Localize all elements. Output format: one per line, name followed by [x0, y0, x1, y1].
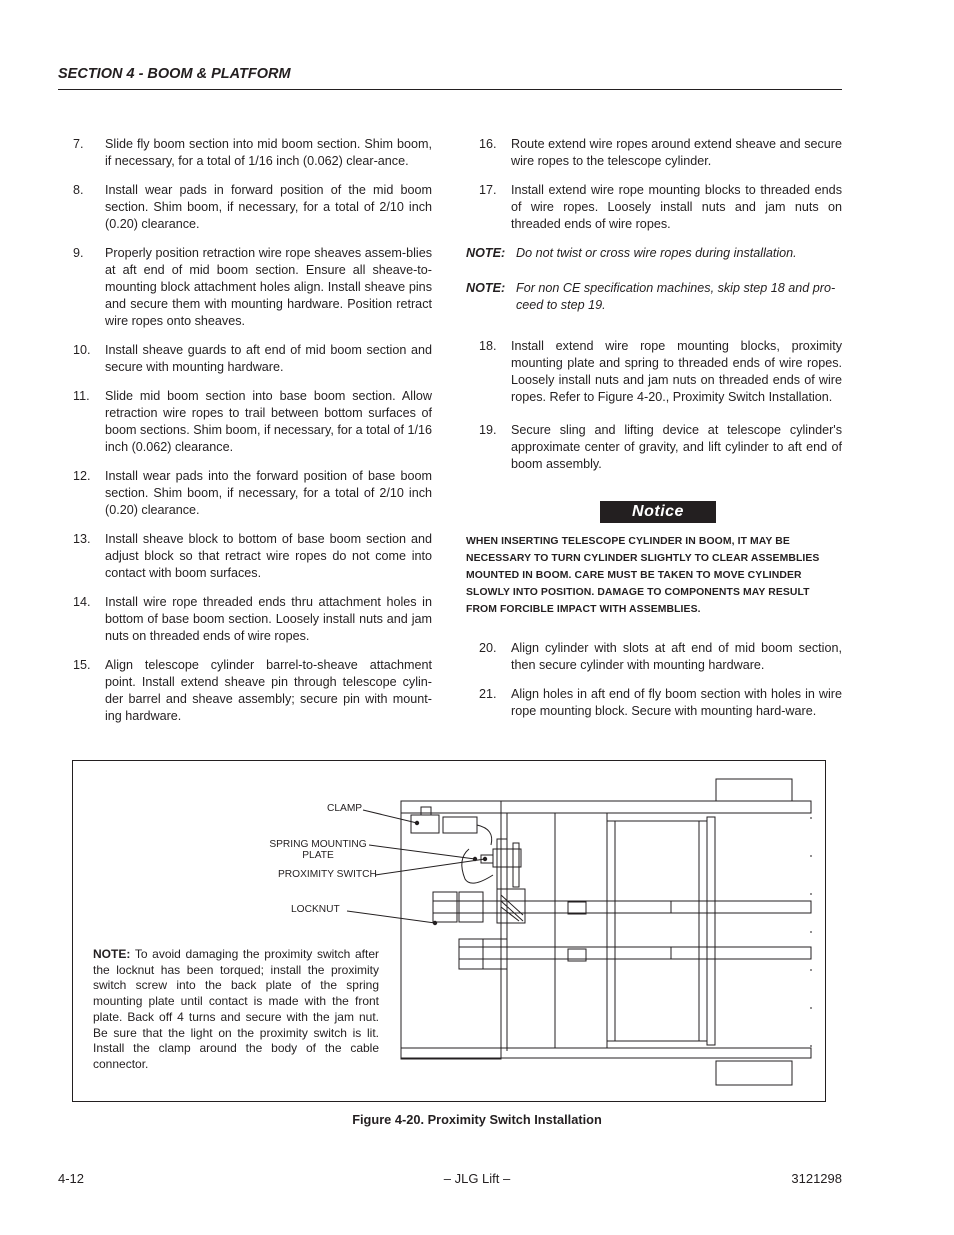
step-9	[60, 245, 432, 330]
note-text: Do not twist or cross wire ropes during installation.	[516, 246, 797, 260]
step-number: 14.	[73, 595, 91, 609]
clamp-label: CLAMP	[327, 803, 363, 814]
proximity-switch-label: PROXIMITY SWITCH	[278, 869, 377, 880]
step-7	[60, 136, 432, 170]
step-number: 20.	[479, 641, 497, 655]
note-label: NOTE:	[466, 281, 506, 295]
step-20	[466, 640, 842, 674]
step-10	[60, 342, 432, 376]
step-19	[466, 422, 842, 473]
notice-badge: Notice	[600, 501, 716, 523]
left-column	[60, 136, 432, 737]
note-wire-ropes	[466, 245, 842, 262]
step-number: 10.	[73, 343, 91, 357]
step-12	[60, 468, 432, 519]
step-number: 16.	[479, 137, 497, 151]
step-text: Install sheave block to bottom of base boom section and adjust block so that retract wire ropes do not come into contact with boom surfaces.	[105, 532, 432, 580]
figure-note	[93, 947, 379, 1073]
spring-plate-label-line1: SPRING MOUNTING	[269, 839, 367, 850]
step-17	[466, 182, 842, 233]
figure-caption: Figure 4-20. Proximity Switch Installation	[352, 1112, 602, 1127]
footer-center: – JLG Lift –	[443, 1171, 511, 1186]
step-number: 19.	[479, 423, 497, 437]
step-number: 15.	[73, 658, 91, 672]
step-15	[60, 657, 432, 725]
spring-plate-label-line2: PLATE	[302, 850, 334, 861]
step-number: 21.	[479, 687, 497, 701]
step-text: Route extend wire ropes around extend sheave and secure wire ropes to the telescope cylinder.	[511, 137, 842, 168]
step-text: Install wear pads in forward position of the mid boom section. Shim boom, if necessary, for a total of 2/10 inch (0.20) clearance.	[105, 183, 432, 231]
step-number: 11.	[73, 389, 90, 403]
step-18	[466, 338, 842, 406]
step-8	[60, 182, 432, 233]
step-text: Install wear pads into the forward position of base boom section. Shim boom, if necessary, for a total of 2/10 inch (0.20) clearance.	[105, 469, 432, 517]
notice-text: WHEN INSERTING TELESCOPE CYLINDER IN BOOM, IT MAY BE NECESSARY TO TURN CYLINDER SLIGHTLY TO CLEAR ASSEMBLIES MOUNTED IN BOOM. CARE MUST BE TAKEN TO MOVE CYLINDER SLOWLY INTO POSITION. DAMAGE TO COMPONENTS MAY RESULT FROM FORCIBLE IMPACT WITH ASSEMBLIES.	[466, 536, 820, 615]
note-text: For non CE specification machines, skip step 18 and pro-ceed to step 19.	[516, 281, 836, 312]
step-text: Properly position retraction wire rope sheaves assem-blies at aft end of mid boom section. Ensure all sheave-to-mounting block attachment holes align. Install sheave pins and secure them with mounting hardware. Position retract wire ropes onto sheaves.	[105, 246, 432, 328]
step-11	[60, 388, 432, 456]
note-non-ce	[466, 280, 842, 314]
step-number: 9.	[73, 246, 84, 260]
step-text: Align telescope cylinder barrel-to-sheave attachment point. Install extend sheave pin through telescope cylin-der barrel and sheave assembly; secure pin with mount-ing hardware.	[105, 658, 432, 723]
header-rule	[58, 89, 842, 90]
footer-page-number: 4-12	[58, 1171, 85, 1186]
step-number: 13.	[73, 532, 91, 546]
figure-note-label: NOTE:	[93, 947, 131, 961]
step-13	[60, 531, 432, 582]
step-14	[60, 594, 432, 645]
step-number: 12.	[73, 469, 91, 483]
step-text: Slide mid boom section into base boom section. Allow retraction wire ropes to trail between bottom surfaces of boom sections. Shim boom, if necessary, for a total of 1/16 inch (0.062) clearance.	[105, 389, 432, 454]
step-number: 17.	[479, 183, 497, 197]
figure-proximity-switch	[72, 760, 826, 1102]
step-text: Install extend wire rope mounting blocks to threaded ends of wire ropes. Loosely install nuts and jam nuts on threaded ends of wire ropes.	[511, 183, 842, 231]
step-text: Align holes in aft end of fly boom section with holes in wire rope mounting block. Secure with mounting hard-ware.	[511, 687, 842, 718]
step-text: Install sheave guards to aft end of mid boom section and secure with mounting hardware.	[105, 343, 432, 374]
note-label: NOTE:	[466, 246, 506, 260]
step-21	[466, 686, 842, 720]
step-number: 8.	[73, 183, 84, 197]
section-header: SECTION 4 - BOOM & PLATFORM	[58, 66, 291, 82]
step-text: Install wire rope threaded ends thru attachment holes in bottom of base boom section. Loosely install nuts and jam nuts on threaded ends of wire ropes.	[105, 595, 432, 643]
step-text: Slide fly boom section into mid boom section. Shim boom, if necessary, for a total of 1/16 inch (0.062) clear-ance.	[105, 137, 432, 168]
step-16	[466, 136, 842, 170]
locknut-label: LOCKNUT	[291, 904, 340, 915]
figure-note-text: To avoid damaging the proximity switch after the locknut has been torqued; install the proximity switch screw into the back plate of the spring mounting plate until contact is made with the front plate. Back off 4 turns and secure with the jam nut. Be sure that the light on the proximity switch is lit. Install the clamp around the body of the cable connector.	[93, 947, 379, 1071]
right-column	[466, 136, 842, 732]
spring-plate-label	[269, 839, 367, 861]
step-text: Install extend wire rope mounting blocks, proximity mounting plate and spring to threaded ends of wire ropes. Loosely install nuts and jam nuts on threaded ends of wire ropes. Refer to Figure 4-20., Proximity Switch Installation.	[511, 339, 842, 404]
step-number: 18.	[479, 339, 497, 353]
step-number: 7.	[73, 137, 84, 151]
step-text: Align cylinder with slots at aft end of mid boom section, then secure cylinder with mounting hardware.	[511, 641, 842, 672]
step-text: Secure sling and lifting device at telescope cylinder's approximate center of gravity, and lift cylinder to aft end of boom assembly.	[511, 423, 842, 471]
footer-doc-number: 3121298	[791, 1171, 842, 1186]
